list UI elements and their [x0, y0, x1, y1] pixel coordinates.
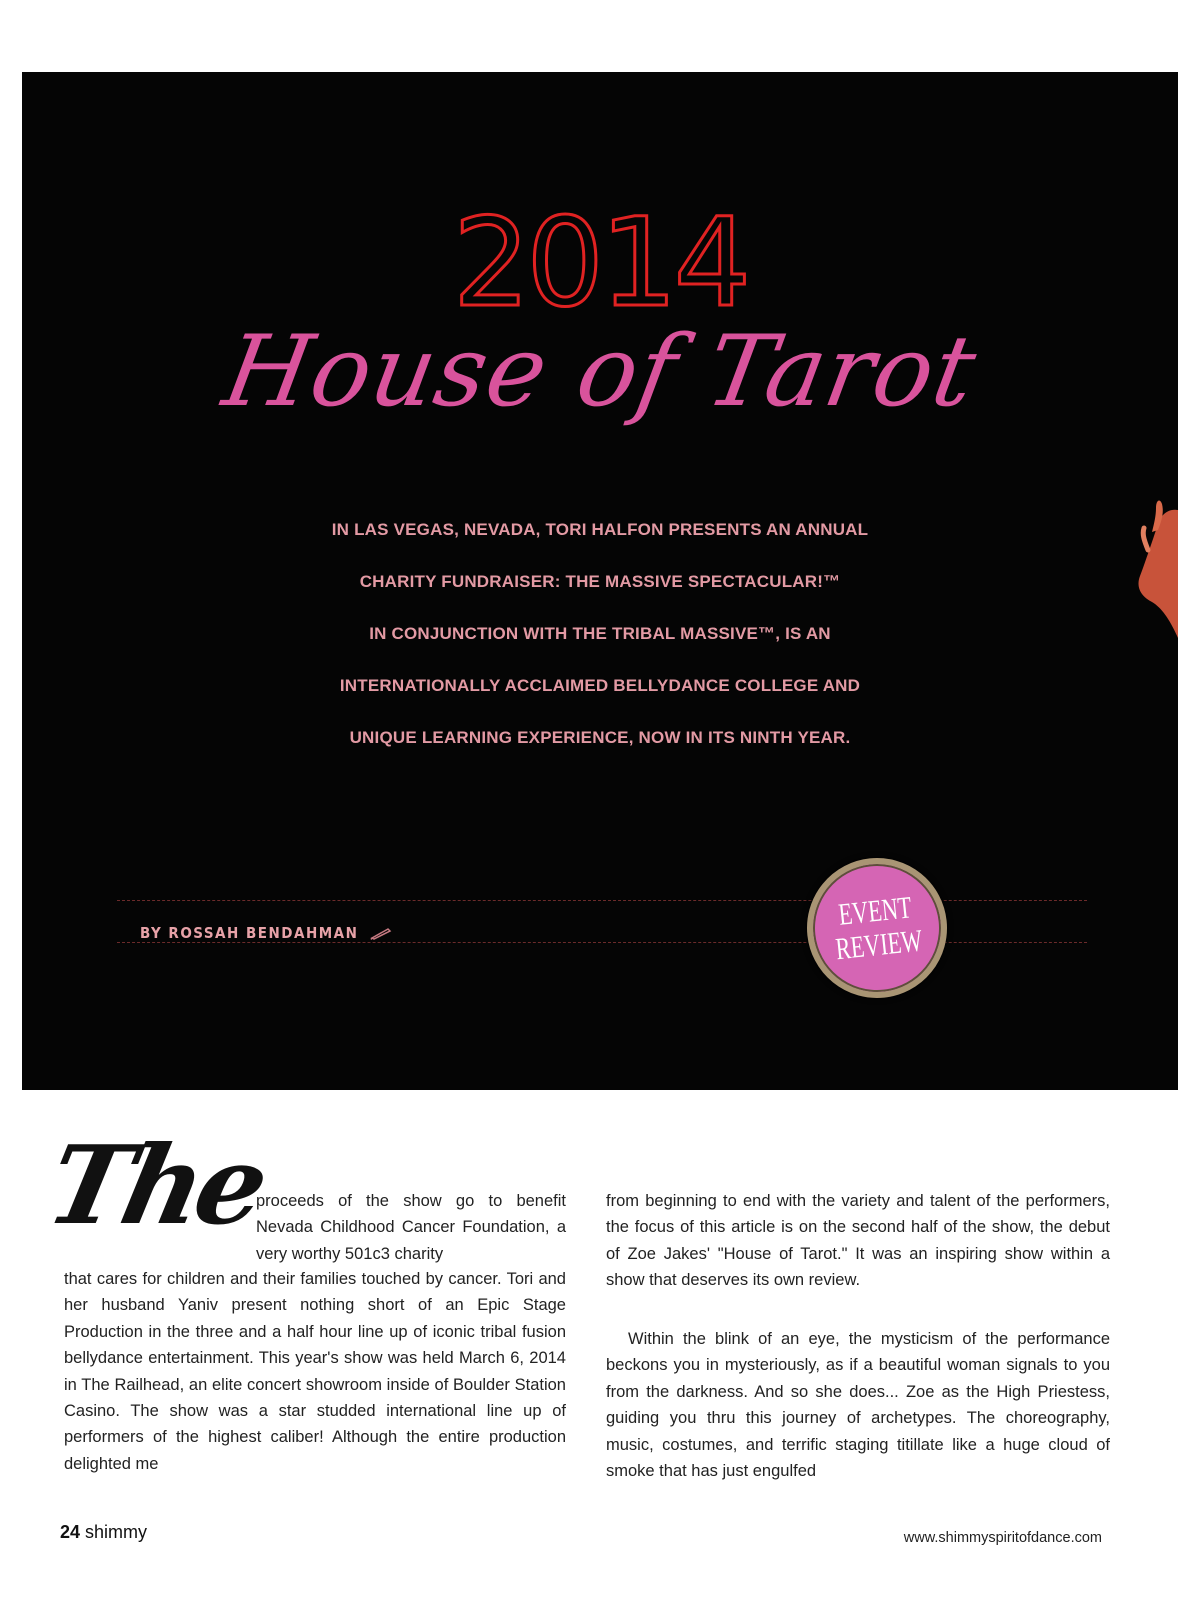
intro-paragraph: [222, 504, 978, 764]
event-year: 2014: [452, 192, 748, 334]
badge-line: EVENT: [836, 889, 914, 932]
intro-line: UNIQUE LEARNING EXPERIENCE, NOW IN ITS NINTH YEAR.: [349, 728, 851, 747]
author-byline: BY ROSSAH BENDAHMAN: [140, 924, 359, 942]
article-paragraph: from beginning to end with the variety and talent of the performers, the focus of this article is on the second half of the show, the debut of Zoe Jakes' "House of Tarot." It was an inspiring show within a show that deserves its own review.: [606, 1192, 1110, 1290]
hero-banner: [22, 72, 1178, 1090]
intro-line: CHARITY FUNDRAISER: THE MASSIVE SPECTACULAR!™: [359, 572, 841, 591]
intro-line: IN LAS VEGAS, NEVADA, TORI HALFON PRESENTS AN ANNUAL: [331, 520, 869, 539]
magazine-name: shimmy: [85, 1522, 148, 1542]
website-url: www.shimmyspiritofdance.com: [903, 1530, 1102, 1546]
page-folio: [60, 1522, 147, 1543]
event-title: House of Tarot: [215, 315, 985, 429]
page-number: 24: [60, 1522, 81, 1542]
article-paragraph: Within the blink of an eye, the mysticism of the performance beckons you in mysteriously, as if a beautiful woman signals to you from the darkness. And so she does... Zoe as the High Priestess, guiding you thru this journey of archetypes. The choreography, music, costumes, and terrific staging titillate like a huge cloud of smoke that has just engulfed: [606, 1330, 1110, 1481]
event-review-badge: [800, 851, 954, 1005]
badge-line: REVIEW: [833, 922, 924, 967]
intro-line: IN CONJUNCTION WITH THE TRIBAL MASSIVE™, IS AN: [369, 624, 831, 643]
intro-line: INTERNATIONALLY ACCLAIMED BELLYDANCE COLLEGE AND: [339, 676, 861, 695]
dancer-hand-image: [1118, 490, 1178, 650]
article-paragraph-wrap: proceeds of the show go to benefit Nevada Childhood Cancer Foundation, a very worthy 501c3 charity: [256, 1192, 566, 1263]
drop-cap: The: [36, 1123, 274, 1249]
pen-icon: [370, 926, 392, 940]
article-paragraph: that cares for children and their families touched by cancer. Tori and her husband Yaniv present nothing short of an Epic Stage Production in the three and a half hour line up of iconic tribal fusion bellydance entertainment. This year's show was held March 6, 2014 in The Railhead, an elite concert showroom inside of Boulder Station Casino. The show was a star studded international line up of performers of the highest caliber! Although the entire production delighted me: [64, 1270, 566, 1473]
